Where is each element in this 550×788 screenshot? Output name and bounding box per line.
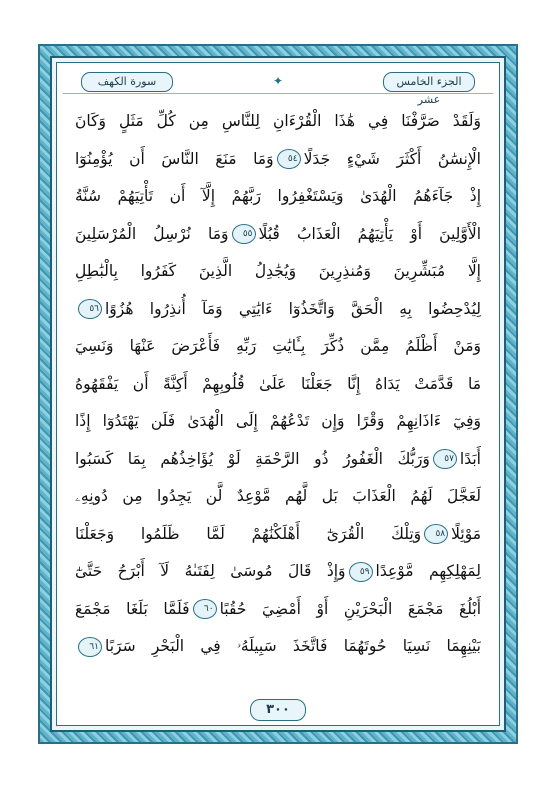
ayah-line	[75, 628, 481, 666]
ayah-number-marker: ٥٧	[433, 449, 457, 469]
ayah-text: لَعَجَّلَ لَهُمُ الْعَذَابَ بَل لَّهُم مَّوْعِدٌ لَّن يَجِدُوا مِن دُونِهِۦ	[75, 487, 481, 505]
ayah-text: وَرَبُّكَ الْغَفُورُ ذُو الرَّحْمَةِ لَوْ يُؤَاخِذُهُم بِمَا كَسَبُوا	[75, 449, 430, 468]
surah-label: سورة الكهف	[81, 72, 173, 92]
ayah-text: فَلَمَّا بَلَغَا مَجْمَعَ	[75, 599, 190, 618]
ayah-line	[75, 591, 481, 629]
ayah-line	[75, 216, 481, 254]
ayah-line	[75, 291, 481, 329]
juz-label: الجزء الخامس عشر	[383, 72, 475, 92]
ayah-line	[75, 403, 481, 441]
ornamental-frame	[38, 44, 518, 744]
ayah-text: وَمَا نُرْسِلُ الْمُرْسَلِينَ	[75, 224, 229, 243]
page-number: ٣٠٠	[250, 699, 306, 721]
ayah-text: مَوْئِلًا	[451, 524, 481, 543]
ayah-line	[75, 553, 481, 591]
ornament-icon: ✦	[272, 74, 284, 88]
ayah-line	[75, 141, 481, 179]
ayah-text: لِيُدْحِضُوا بِهِ الْحَقَّ وَاتَّخَذُوٓا ءَايَٰتِي وَمَآ أُنذِرُوا هُزُوًا	[105, 299, 481, 318]
ayah-text: الْأَوَّلِينَ أَوْ يَأْتِيَهُمُ الْعَذَابُ قُبُلًا	[258, 224, 481, 243]
ayah-line	[75, 441, 481, 479]
ayah-text: مَا قَدَّمَتْ يَدَاهُ إِنَّا جَعَلْنَا عَلَىٰ قُلُوبِهِمْ أَكِنَّةً أَن يَفْقَهُوهُ	[75, 374, 481, 393]
ayah-text: وَمَنْ أَظْلَمُ مِمَّن ذُكِّرَ بِـَٔايَٰتِ رَبِّهِ فَأَعْرَضَ عَنْهَا وَنَسِيَ	[75, 337, 481, 355]
ayah-text: وَلَقَدْ صَرَّفْنَا فِي هَٰذَا الْقُرْءَانِ لِلنَّاسِ مِن كُلِّ مَثَلٍ وَكَانَ	[75, 112, 481, 130]
ayah-text-block	[75, 103, 481, 703]
ayah-text: أَبْلُغَ مَجْمَعَ الْبَحْرَيْنِ أَوْ أَمْضِيَ حُقُبًا	[219, 599, 481, 618]
text-panel	[56, 62, 500, 726]
ayah-text: لِمَهْلِكِهِم مَّوْعِدًا	[375, 562, 481, 580]
ayah-text: وَإِذْ قَالَ مُوسَىٰ لِفَتَىٰهُ لَآ أَبْرَحُ حَتَّىٰٓ	[75, 562, 346, 580]
ayah-number-marker: ٦٠	[193, 599, 217, 619]
ayah-number-marker: ٥٩	[349, 562, 373, 582]
ayah-number-marker: ٦١	[78, 637, 102, 657]
ayah-text: وَمَا مَنَعَ النَّاسَ أَن يُؤْمِنُوٓا	[75, 149, 274, 168]
ayah-line	[75, 103, 481, 141]
ayah-line	[75, 478, 481, 516]
ayah-line	[75, 328, 481, 366]
ayah-text: بَيْنِهِمَا نَسِيَا حُوتَهُمَا فَاتَّخَذَ سَبِيلَهُۥ فِي الْبَحْرِ سَرَبًا	[105, 637, 481, 655]
ayah-text: أَبَدًا	[459, 449, 481, 468]
ayah-number-marker: ٥٦	[78, 299, 102, 319]
ayah-text: إِذْ جَآءَهُمُ الْهُدَىٰ وَيَسْتَغْفِرُوا رَبَّهُمْ إِلَّآ أَن تَأْتِيَهُمْ سُنَّةُ	[75, 187, 481, 205]
ayah-text: وَتِلْكَ الْقُرَىٰٓ أَهْلَكْنَٰهُمْ لَمَّا ظَلَمُوا وَجَعَلْنَا	[75, 524, 422, 543]
ayah-number-marker: ٥٤	[277, 149, 301, 169]
ayah-line	[75, 178, 481, 216]
ayah-text: وَفِيٓ ءَاذَانِهِمْ وَقْرًا وَإِن تَدْعُهُمْ إِلَى الْهُدَىٰ فَلَن يَهْتَدُوٓا إِذًا	[75, 412, 481, 430]
ayah-line	[75, 253, 481, 291]
ayah-number-marker: ٥٨	[424, 524, 448, 544]
ayah-text: الْإِنسَٰنُ أَكْثَرَ شَيْءٍ جَدَلًا	[303, 149, 481, 168]
page-header	[63, 69, 493, 106]
frame-border	[50, 56, 506, 732]
ayah-line	[75, 516, 481, 554]
page-footer	[57, 697, 499, 723]
ayah-text: إِلَّا مُبَشِّرِينَ وَمُنذِرِينَ وَيُجَٰدِلُ الَّذِينَ كَفَرُوا بِالْبَٰطِلِ	[75, 262, 481, 280]
ayah-line	[75, 366, 481, 404]
ayah-number-marker: ٥٥	[232, 224, 256, 244]
